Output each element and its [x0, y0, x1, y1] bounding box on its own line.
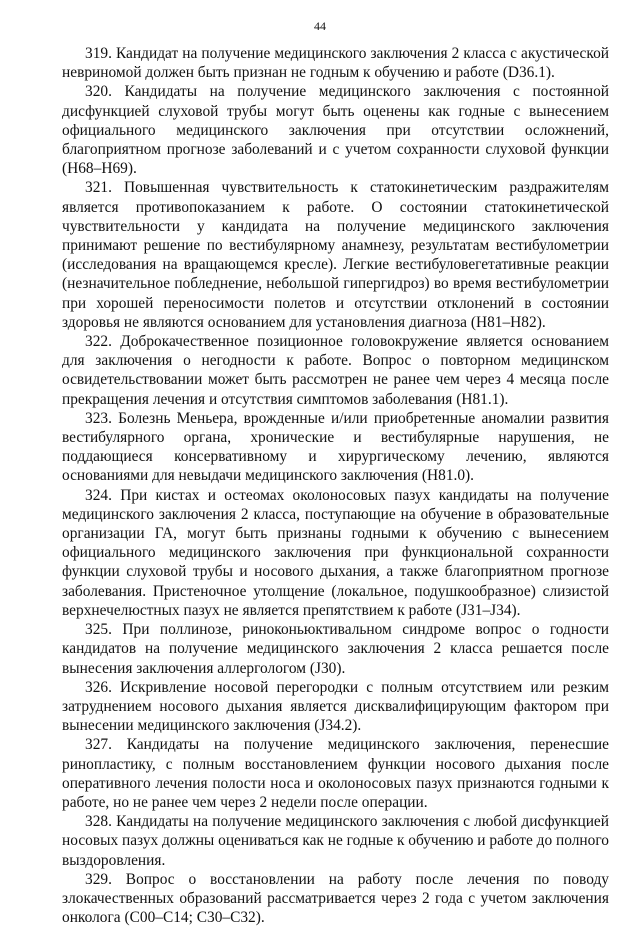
paragraph-327: 327. Кандидаты на получение медицинского заключения, перенесшие ринопластику, с полным восстановлением функции носового дыхания после оперативного лечения полости носа и околоносовых пазух признаются годными к работе, но не ранее чем через 2 недели после операции. — [62, 736, 609, 811]
paragraph-323: 323. Болезнь Меньера, врожденные и/или приобретенные аномалии развития вестибулярного органа, хронические и вестибулярные нарушения, не поддающиеся консервативному и хирургическому лечению, являются основаниями для невыдачи медицинского заключения (H81.0). — [62, 409, 609, 485]
paragraph-321: 321. Повышенная чувствительность к статокинетическим раздражителям является противопоказанием к работе. О состоянии статокинетической чувствительности у кандидата на получение медицинского заключения принимают решение по вестибулярному анамнезу, результатам вестибулометрии (исследования на вращающемся кресле). Легкие вестибуловегетативные реакции (незначительное побледнение, небольшой гипергидроз) во время вестибулометрии при хорошей переносимости полетов и отсутствии отклонений в состоянии здоровья не являются основанием для установления диагноза (H81–H82). — [62, 179, 609, 331]
paragraph-325: 325. При поллинозе, риноконьюктивальном синдроме вопрос о годности кандидатов на получение медицинского заключения 2 класса решается после вынесения заключения аллергологом (J30). — [62, 621, 609, 677]
page-number: 44 — [314, 19, 326, 33]
paragraph-319: 319. Кандидат на получение медицинского заключения 2 класса с акустической невриномой должен быть признан не годным к обучению и работе (D36.1). — [62, 45, 609, 82]
paragraph-320: 320. Кандидаты на получение медицинского заключения с постоянной дисфункцией слуховой трубы могут быть оценены как годные с вынесением официального медицинского заключения при отсутствии осложнений, благоприятном прогнозе заболеваний и с учетом сохранности слуховой функции (H68–H69). — [62, 83, 609, 178]
paragraph-328: 328. Кандидаты на получение медицинского заключения с любой дисфункцией носовых пазух должны оцениваться как не годные к обучению и работе до полного выздоровления. — [62, 813, 609, 869]
paragraph-324: 324. При кистах и остеомах околоносовых пазух кандидаты на получение медицинского заключения 2 класса, поступающие на обучение в образовательные организации ГА, могут быть признаны годными к обучению с вынесением официального медицинского заключения при функциональной сохранности функции слуховой трубы и носового дыхания, а также благоприятном прогнозе заболевания. Пристеночное утолщение (локальное, подушкообразное) слизистой верхнечелюстных пазух не является препятствием к работе (J31–J34). — [62, 486, 609, 619]
paragraph-326: 326. Искривление носовой перегородки с полным отсутствием или резким затруднением носового дыхания является дисквалифицирующим фактором при вынесении медицинского заключения (J34.2). — [62, 678, 609, 735]
paragraph-329: 329. Вопрос о восстановлении на работу после лечения по поводу злокачественных образований рассматривается через 2 года с учетом заключения онколога (C00–C14; C30–C32). — [62, 870, 609, 927]
document-body — [62, 44, 609, 927]
paragraph-322: 322. Доброкачественное позиционное головокружение является основанием для заключения о негодности к работе. Вопрос о повторном медицинском освидетельствовании может быть рассмотрен не ранее чем через 4 месяца после прекращения лечения и отсутствия симптомов заболевания (H81.1). — [62, 333, 609, 408]
